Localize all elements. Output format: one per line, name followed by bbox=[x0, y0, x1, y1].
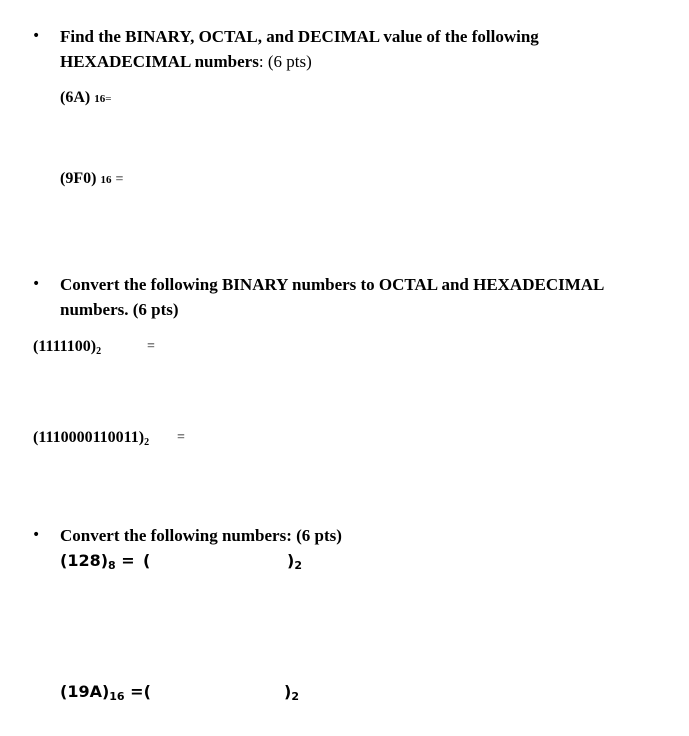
bullet-1: • bbox=[32, 28, 41, 44]
equals-sign: = bbox=[130, 682, 144, 701]
q1-line-1: Find the BINARY, OCTAL, and DECIMAL value of the following bbox=[60, 27, 539, 46]
q3-line-1: Convert the following numbers: (6 pts) bbox=[60, 526, 342, 545]
q3-item-2 bbox=[60, 682, 151, 701]
hex-number: (19A) bbox=[60, 682, 110, 701]
close-paren: )2 bbox=[287, 551, 302, 572]
hex-number: (6A) bbox=[60, 89, 91, 106]
q2-item-1 bbox=[33, 338, 101, 356]
q2-line-1: Convert the following BINARY numbers to OCTAL and HEXADECIMAL bbox=[60, 275, 605, 294]
equals-sign: = bbox=[177, 430, 185, 445]
target-base-subscript: 2 bbox=[291, 690, 299, 703]
base-subscript: 16 bbox=[100, 174, 112, 186]
q1-line-2 bbox=[60, 49, 312, 74]
hex-number: (9F0) bbox=[60, 170, 97, 187]
q1-item-2 bbox=[60, 170, 123, 188]
equals-sign: = bbox=[115, 172, 124, 187]
open-paren: ( bbox=[143, 682, 151, 701]
base-subscript: 2 bbox=[144, 437, 150, 448]
base-subscript: 2 bbox=[96, 346, 102, 357]
bullet-3: • bbox=[32, 527, 41, 543]
octal-number: (128) bbox=[60, 551, 109, 570]
open-paren: ( bbox=[143, 551, 151, 570]
base-subscript: 16 bbox=[94, 93, 106, 105]
base-subscript: 8 bbox=[108, 559, 116, 572]
binary-number: (1111100) bbox=[33, 338, 97, 355]
close-paren: )2 bbox=[284, 682, 299, 703]
binary-number: (1110000110011) bbox=[33, 429, 145, 446]
q3-item-1 bbox=[60, 551, 135, 570]
q1-line-2-bold: HEXADECIMAL numbers bbox=[60, 52, 259, 71]
q2-item-2 bbox=[33, 429, 149, 447]
q1-line-2-rest: : (6 pts) bbox=[258, 52, 312, 71]
q1-item-1 bbox=[60, 89, 111, 107]
q2-line-2: numbers. (6 pts) bbox=[60, 300, 179, 319]
bullet-2: • bbox=[32, 276, 41, 292]
equals-sign: = bbox=[105, 93, 112, 105]
equals-sign: = bbox=[147, 339, 155, 354]
equals-sign: = bbox=[121, 551, 135, 570]
base-subscript: 16 bbox=[109, 690, 125, 703]
target-base-subscript: 2 bbox=[294, 559, 302, 572]
